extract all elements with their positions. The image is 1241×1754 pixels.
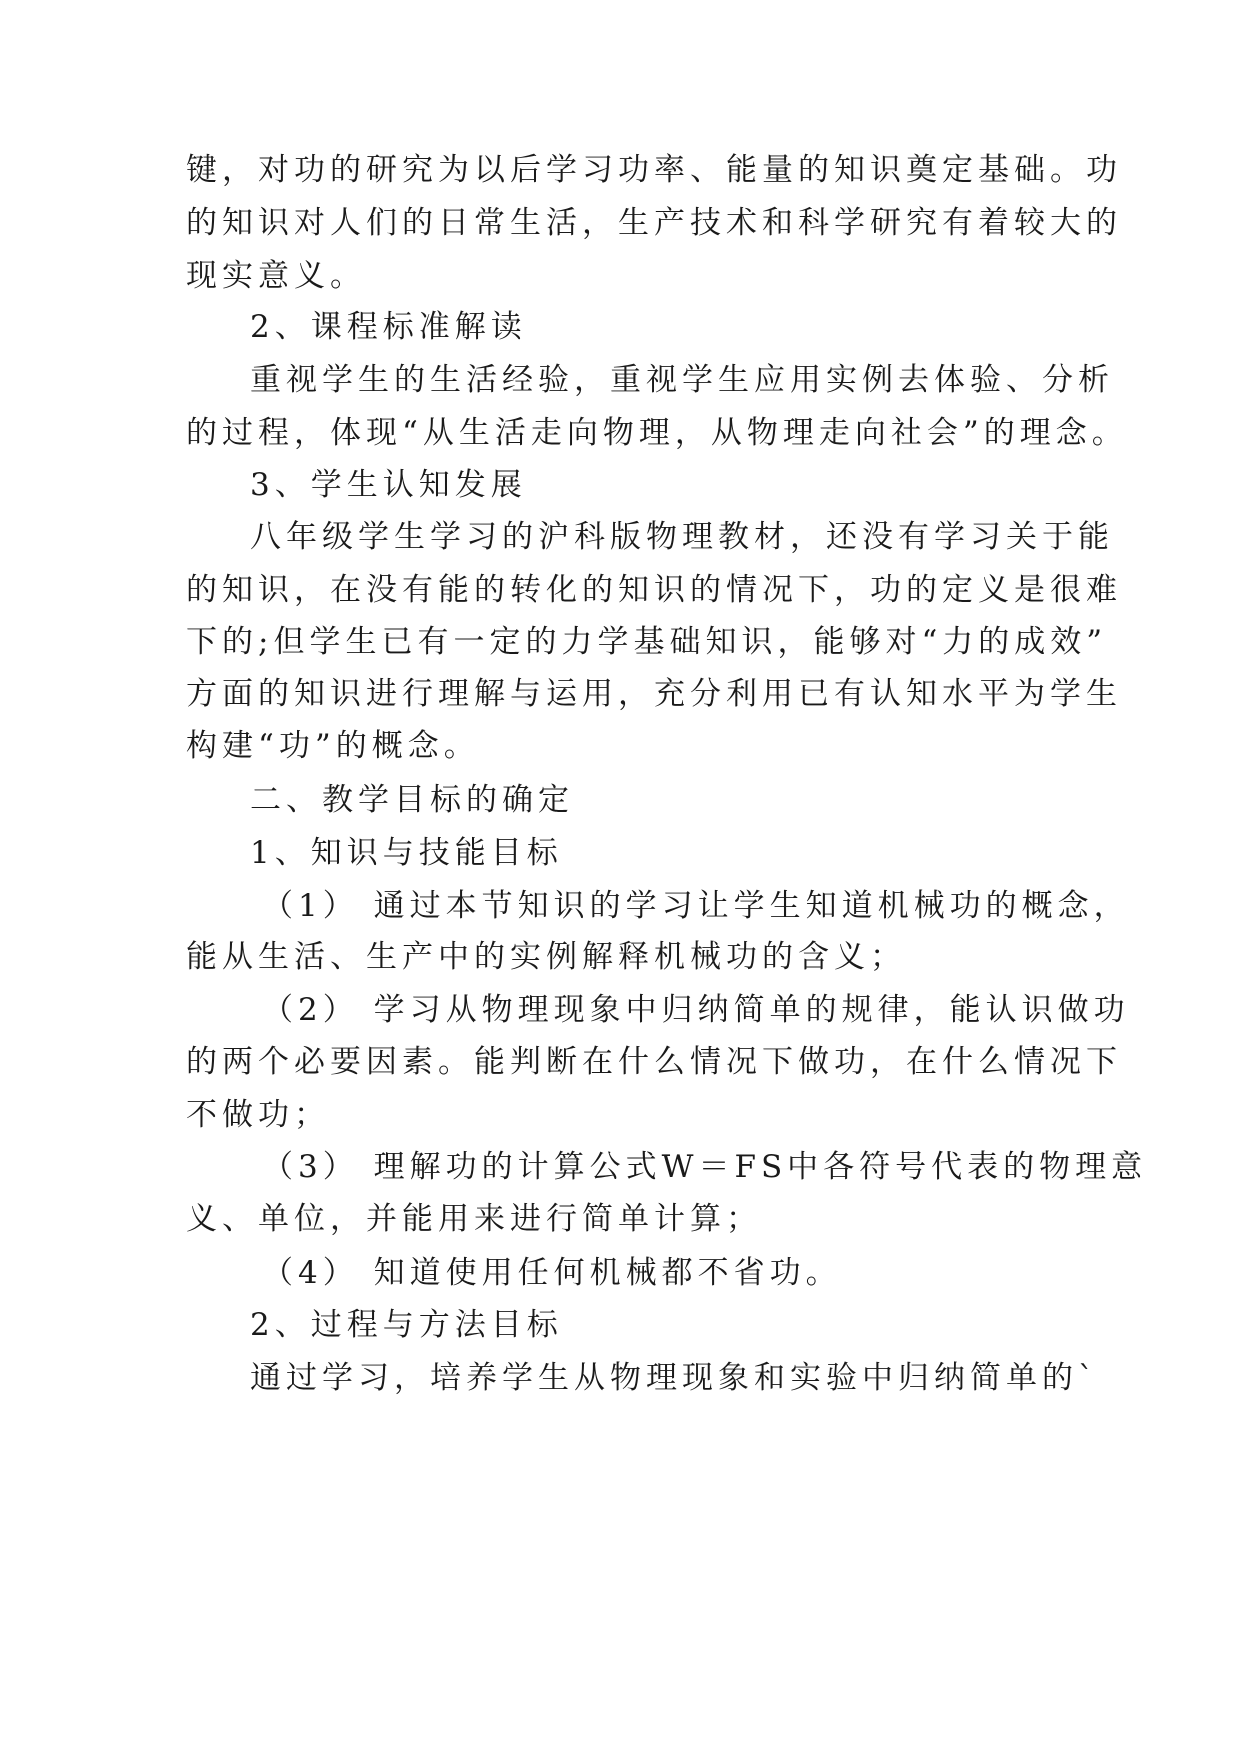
text-line: 八年级学生学习的沪科版物理教材，还没有学习关于能 [250, 519, 1114, 555]
text-line: 义、单位，并能用来进行简单计算； [186, 1201, 762, 1237]
text-line: 的知识对人们的日常生活，生产技术和科学研究有着较大的 [186, 205, 1122, 241]
list-item: （3） 理解功的计算公式W＝FS中各符号代表的物理意 [262, 1149, 1148, 1185]
text-line: 不做功； [186, 1097, 330, 1133]
text-line: 键，对功的研究为以后学习功率、能量的知识奠定基础。功 [186, 152, 1122, 188]
list-item: （2） 学习从物理现象中归纳简单的规律，能认识做功 [262, 992, 1130, 1028]
list-item: （4） 知道使用任何机械都不省功。 [262, 1255, 842, 1291]
section-heading: 3、学生认知发展 [250, 467, 527, 503]
text-line: 能从生活、生产中的实例解释机械功的含义； [186, 939, 906, 975]
text-line: 现实意义。 [186, 258, 366, 294]
section-heading: 2、过程与方法目标 [250, 1307, 563, 1343]
list-item: （1） 通过本节知识的学习让学生知道机械功的概念， [262, 888, 1130, 924]
text-line: 的过程，体现“从生活走向物理，从物理走向社会”的理念。 [186, 415, 1128, 451]
text-line: 的两个必要因素。能判断在什么情况下做功，在什么情况下 [186, 1044, 1122, 1080]
section-heading: 2、课程标准解读 [250, 309, 527, 345]
text-line: 构建“功”的概念。 [186, 728, 480, 764]
text-line: 的知识，在没有能的转化的知识的情况下，功的定义是很难 [186, 572, 1122, 608]
text-line: 方面的知识进行理解与运用，充分利用已有认知水平为学生 [186, 676, 1122, 712]
text-line: 重视学生的生活经验，重视学生应用实例去体验、分析 [250, 362, 1114, 398]
text-line: 下的;但学生已有一定的力学基础知识，能够对“力的成效” [186, 624, 1108, 660]
section-heading: 1、知识与技能目标 [250, 835, 563, 871]
text-line: 通过学习，培养学生从物理现象和实验中归纳简单的` [250, 1360, 1099, 1396]
section-heading: 二、教学目标的确定 [250, 782, 574, 818]
